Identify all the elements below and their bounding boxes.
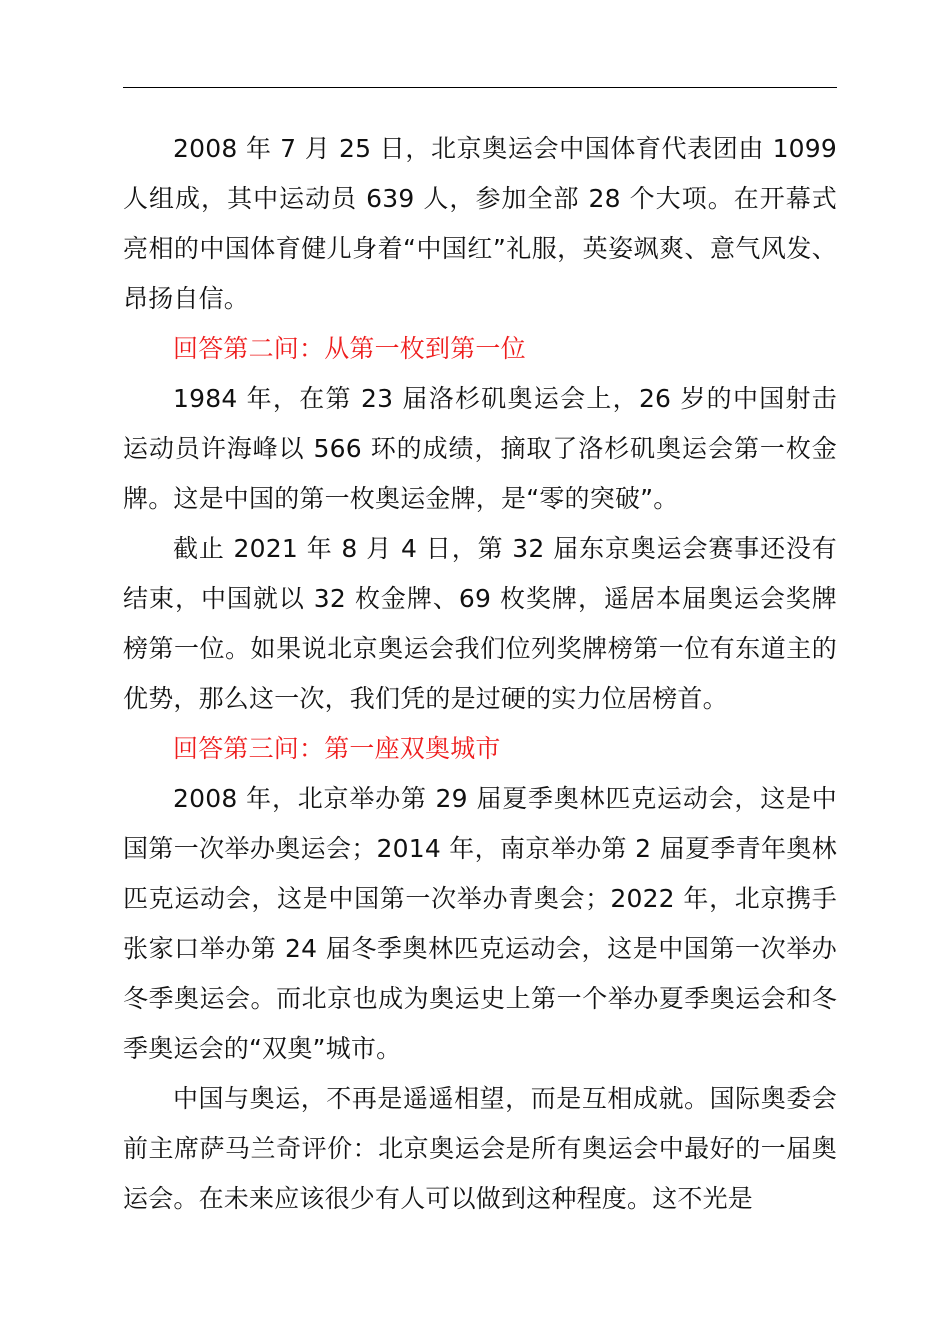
- heading-question-two: 回答第二问：从第一枚到第一位: [173, 334, 526, 363]
- paragraph-delegation: 2008 年 7 月 25 日，北京奥运会中国体育代表团由 1099 人组成，其中运动员 639 人，参加全部 28 个大项。在开幕式亮相的中国体育健儿身着“中国红”礼服，英姿飒爽、意气风发、昂扬自信。: [123, 134, 837, 313]
- heading-question-three: 回答第三问：第一座双奥城市: [173, 734, 501, 763]
- document-body: [123, 124, 837, 1224]
- header-rule: [123, 87, 837, 88]
- paragraph-tokyo-medals: 截止 2021 年 8 月 4 日，第 32 届东京奥运会赛事还没有结束，中国就以 32 枚金牌、69 枚奖牌，遥居本届奥运会奖牌榜第一位。如果说北京奥运会我们位列奖牌榜第一位有东道主的优势，那么这一次，我们凭的是过硬的实力位居榜首。: [123, 534, 837, 713]
- paragraph-first-gold: 1984 年，在第 23 届洛杉矶奥运会上，26 岁的中国射击运动员许海峰以 566 环的成绩，摘取了洛杉矶奥运会第一枚金牌。这是中国的第一枚奥运金牌，是“零的突破”。: [123, 384, 837, 513]
- paragraph-dual-olympic-city: 2008 年，北京举办第 29 届夏季奥林匹克运动会，这是中国第一次举办奥运会；2014 年，南京举办第 2 届夏季青年奥林匹克运动会，这是中国第一次举办青奥会；2022 年，北京携手张家口举办第 24 届冬季奥林匹克运动会，这是中国第一次举办冬季奥运会。而北京也成为奥运史上第一个举办夏季奥运会和冬季奥运会的“双奥”城市。: [123, 784, 837, 1063]
- paragraph-samaranch: 中国与奥运，不再是遥遥相望，而是互相成就。国际奥委会前主席萨马兰奇评价：北京奥运会是所有奥运会中最好的一届奥运会。在未来应该很少有人可以做到这种程度。这不光是: [123, 1084, 837, 1213]
